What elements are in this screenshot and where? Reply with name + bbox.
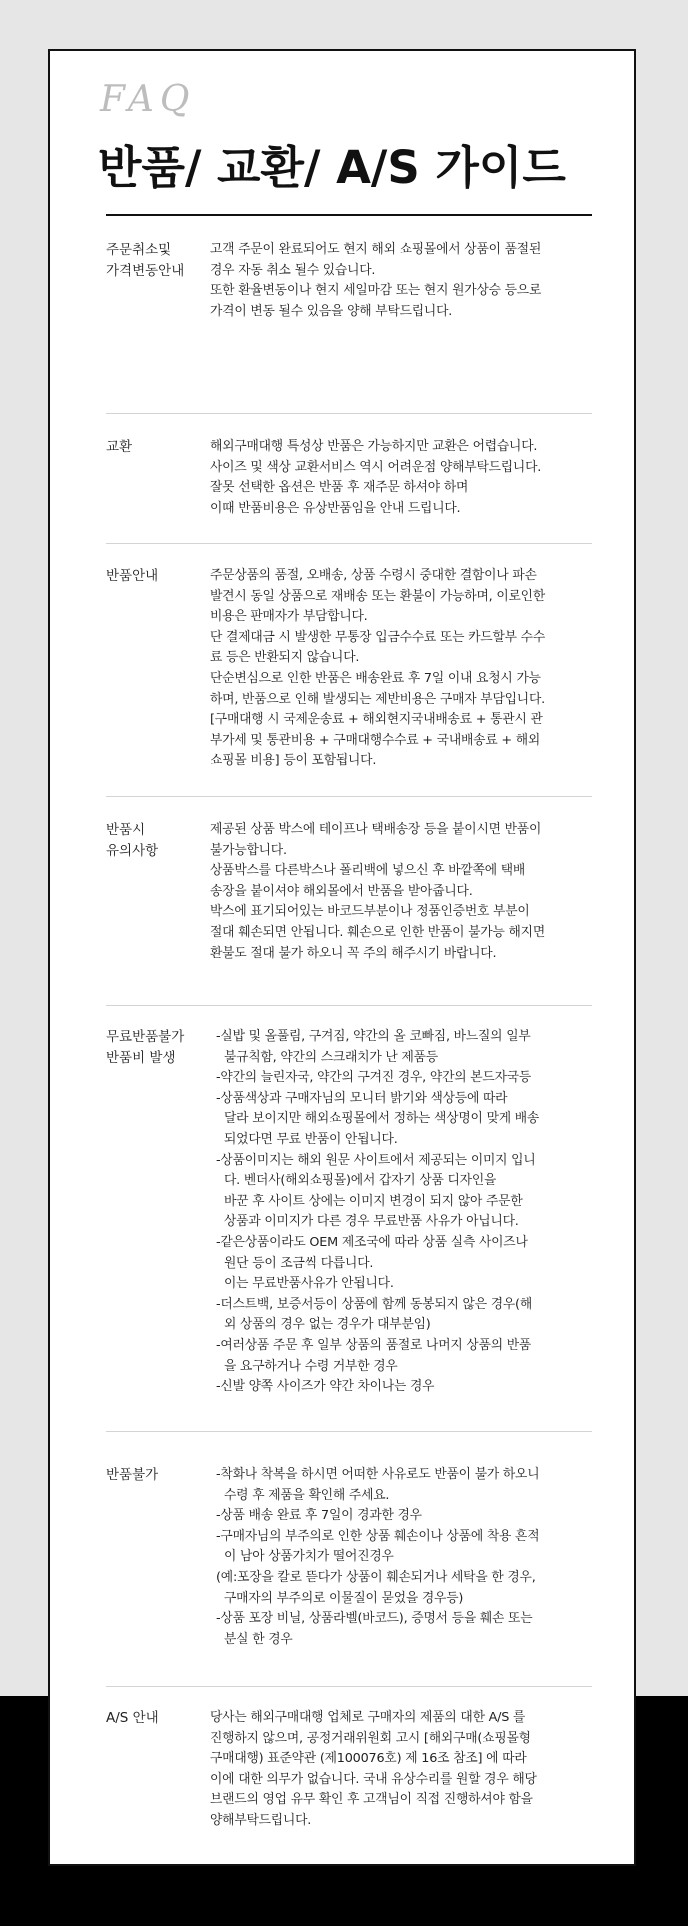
- text-line: 단순변심으로 인한 반품은 배송완료 후 7일 이내 요청시 가능: [210, 670, 541, 686]
- section-body: [210, 240, 594, 322]
- text-line: 가격이 변동 될수 있음을 양해 부탁드립니다.: [210, 303, 453, 319]
- text-line: 당사는 해외구매대행 업체로 구매자의 제품의 대한 A/S 를: [210, 1710, 526, 1725]
- text-line: -구매자님의 부주의로 인한 상품 훼손이나 상품에 착용 흔적: [216, 1528, 540, 1544]
- text-line: 사이즈 및 색상 교환서비스 역시 어려운점 양해부탁드립니다.: [210, 459, 542, 475]
- text-line: 다. 벤더사(해외쇼핑몰)에서 갑자기 상품 디자인을: [224, 1173, 497, 1189]
- section-label: 반품불가: [106, 1467, 159, 1483]
- text-line: 이에 대한 의무가 없습니다. 국내 유상수리를 원할 경우 해당: [210, 1771, 537, 1787]
- text-line: -상품색상과 구매자님의 모니터 밝기와 색상등에 따라: [216, 1090, 508, 1106]
- text-line: 양해부탁드립니다.: [210, 1812, 312, 1828]
- text-line: 진행하지 않으며, 공정거래위원회 고시 [해외구매(쇼핑몰형: [210, 1730, 531, 1746]
- text-line: 상품박스를 다른박스나 폴리백에 넣으신 후 바깥쪽에 택배: [210, 863, 526, 879]
- section-body: [216, 1465, 600, 1650]
- section-label: 무료반품불가 반품비 발생: [106, 1029, 185, 1066]
- text-line: -신발 양쪽 사이즈가 약간 차이나는 경우: [216, 1379, 435, 1395]
- text-line: 환불도 절대 불가 하오니 꼭 주의 해주시기 바랍니다.: [210, 945, 497, 961]
- section-label: 주문취소및 가격변동안내: [106, 242, 185, 279]
- section-divider: [106, 543, 592, 544]
- page-title: 반품/ 교환/ A/S 가이드: [98, 141, 566, 194]
- text-line: 불규칙함, 약간의 스크래치가 난 제품등: [224, 1049, 438, 1065]
- section-divider: [106, 796, 592, 797]
- text-line: -약간의 늘린자국, 약간의 구겨진 경우, 약간의 본드자국등: [216, 1070, 532, 1086]
- text-line: [구매대행 시 국제운송료 + 해외현지국내배송료 + 통관시 관: [210, 712, 543, 728]
- text-line: 단 결제대금 시 발생한 무통장 입금수수료 또는 카드할부 수수: [210, 629, 545, 645]
- text-line: 하며, 반품으로 인해 발생되는 제반비용은 구매자 부담입니다.: [210, 691, 545, 707]
- text-line: 이 남아 상품가치가 떨어진경우: [224, 1549, 394, 1565]
- text-line: 박스에 표기되어있는 바코드부분이나 정품인증번호 부분이: [210, 904, 530, 920]
- text-line: 료 등은 반환되지 않습니다.: [210, 650, 360, 666]
- text-line: 경우 자동 취소 될수 있습니다.: [210, 262, 376, 278]
- section-body: [210, 820, 594, 964]
- section-divider: [106, 1686, 592, 1687]
- text-line: 수령 후 제품을 확인해 주세요.: [224, 1487, 390, 1503]
- section-body: [216, 1027, 600, 1398]
- text-line: 또한 환율변동이나 현지 세일마감 또는 현지 원가상승 등으로: [210, 283, 542, 299]
- text-line: 을 요구하거나 수령 거부한 경우: [224, 1358, 398, 1374]
- text-line: -착화나 착복을 하시면 어떠한 사유로도 반품이 불가 하오니: [216, 1467, 540, 1482]
- text-line: -더스트백, 보증서등이 상품에 함께 동봉되지 않은 경우(해: [216, 1296, 533, 1312]
- text-line: 바꾼 후 사이트 상에는 이미지 변경이 되지 않아 주문한: [224, 1193, 523, 1209]
- text-line: -상품이미지는 해외 원문 사이트에서 제공되는 이미지 입니: [216, 1152, 536, 1168]
- text-line: 구매자의 부주의로 이물질이 묻었을 경우등): [224, 1590, 464, 1606]
- text-line: -여러상품 주문 후 일부 상품의 품절로 나머지 상품의 반품: [216, 1337, 532, 1353]
- section-divider: [106, 1005, 592, 1006]
- title-rule: [106, 214, 592, 216]
- text-line: 외 상품의 경우 없는 경우가 대부분임): [224, 1317, 431, 1333]
- text-line: 브랜드의 영업 유무 확인 후 고객님이 직접 진행하셔야 함을: [210, 1792, 533, 1808]
- text-line: 잘못 선택한 옵션은 반품 후 재주문 하셔야 하며: [210, 480, 469, 496]
- text-line: 쇼핑몰 비용] 등이 포함됩니다.: [210, 753, 377, 769]
- section-label: A/S 안내: [106, 1710, 159, 1726]
- text-line: 비용은 판매자가 부담합니다.: [210, 609, 368, 625]
- text-line: 고객 주문이 완료되어도 현지 해외 쇼핑몰에서 상품이 품절된: [210, 242, 542, 257]
- text-line: -같은상품이라도 OEM 제조국에 따라 상품 실측 사이즈나: [216, 1234, 528, 1250]
- faq-card: [48, 49, 636, 1866]
- text-line: -상품 포장 비닐, 상품라벨(바코드), 증명서 등을 훼손 또는: [216, 1611, 533, 1627]
- text-line: -상품 배송 완료 후 7일이 경과한 경우: [216, 1508, 422, 1524]
- text-line: 부가세 및 통관비용 + 구매대행수수료 + 국내배송료 + 해외: [210, 732, 541, 748]
- text-line: 되었다면 무료 반품이 안됩니다.: [224, 1131, 398, 1147]
- faq-label: FAQ: [100, 79, 196, 120]
- text-line: 발견시 동일 상품으로 재배송 또는 환불이 가능하며, 이로인한: [210, 588, 545, 604]
- text-line: 구매대행) 표준약관 (제100076호) 제 16조 참조] 에 따라: [210, 1751, 527, 1767]
- section-body: [210, 566, 594, 772]
- text-line: 해외구매대행 특성상 반품은 가능하지만 교환은 어렵습니다.: [210, 439, 538, 454]
- text-line: 절대 훼손되면 안됩니다. 훼손으로 인한 반품이 불가능 해지면: [210, 924, 545, 940]
- section-divider: [106, 413, 592, 414]
- section-label: 반품안내: [106, 568, 159, 584]
- text-line: 불가능합니다.: [210, 842, 287, 858]
- text-line: 송장을 붙이셔야 해외몰에서 반품을 받아줍니다.: [210, 883, 473, 899]
- text-line: 주문상품의 품절, 오배송, 상품 수령시 중대한 결함이나 파손: [210, 568, 537, 583]
- text-line: -실밥 및 올풀림, 구겨짐, 약간의 올 코빠짐, 바느질의 일부: [216, 1029, 531, 1044]
- text-line: 원단 등이 조금씩 다릅니다.: [224, 1255, 374, 1271]
- section-divider: [106, 1431, 592, 1432]
- text-line: 상품과 이미지가 다른 경우 무료반품 사유가 아닙니다.: [224, 1214, 519, 1230]
- section-body: [210, 1708, 594, 1832]
- text-line: 이때 반품비용은 유상반품임을 안내 드립니다.: [210, 500, 461, 516]
- section-body: [210, 437, 594, 519]
- text-line: 달라 보이지만 해외쇼핑몰에서 정하는 색상명이 맞게 배송: [224, 1111, 540, 1127]
- text-line: 이는 무료반품사유가 안됩니다.: [224, 1276, 394, 1292]
- text-line: 제공된 상품 박스에 테이프나 택배송장 등을 붙이시면 반품이: [210, 822, 542, 837]
- text-line: (예:포장을 칼로 뜯다가 상품이 훼손되거나 세탁을 한 경우,: [216, 1569, 536, 1585]
- section-label: 반품시 유의사항: [106, 822, 159, 859]
- text-line: 분실 한 경우: [224, 1631, 293, 1647]
- section-label: 교환: [106, 439, 133, 455]
